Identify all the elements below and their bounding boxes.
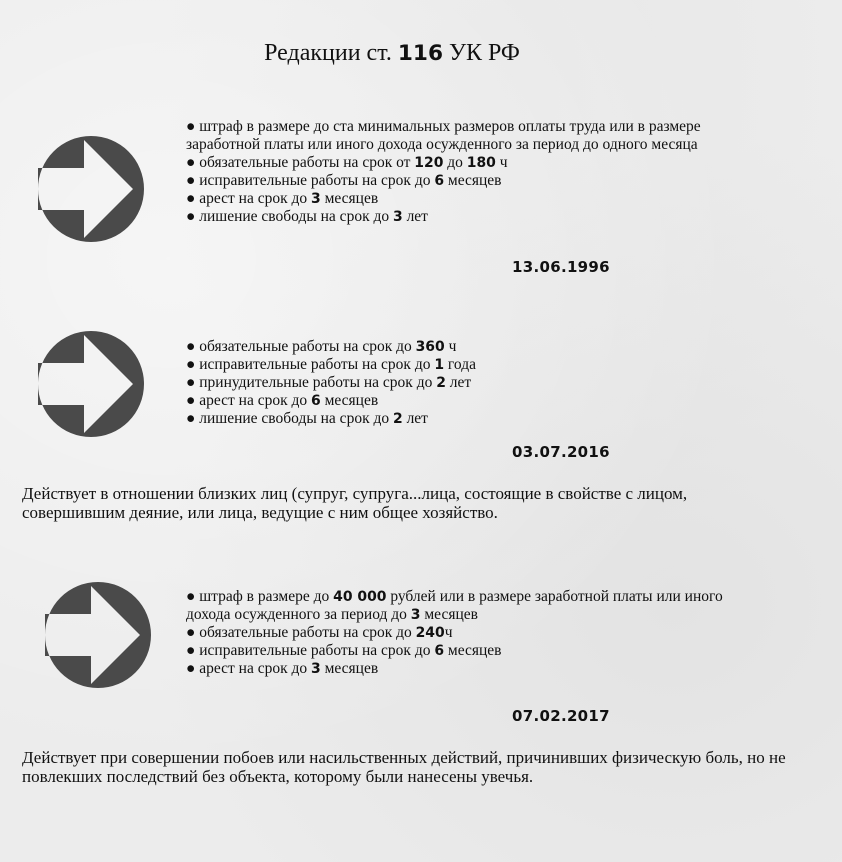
edition-2-note: Действует в отношении близких лиц (супруг, супруга...лица, состоящие в свойстве с лицом, совершившим деяние, или лица, ведущие с ним общее хозяйство. <box>22 484 688 522</box>
arrow-right-icon <box>45 582 151 688</box>
list-item: ● лишение свободы на срок до 3 лет <box>186 208 428 225</box>
list-item: ● исправительные работы на срок до 6 месяцев <box>186 642 502 659</box>
edition-3-note: Действует при совершении побоев или насильственных действий, причинивших физическую боль, но не повлекших последствий без объекта, которому были нанесены увечья. <box>22 748 786 786</box>
list-item: ● обязательные работы на срок до 360 ч <box>186 338 457 355</box>
edition-3-list <box>186 588 771 678</box>
edition-1-date: 13.06.1996 <box>512 258 610 276</box>
list-item: ● штраф в размере до 40 000 рублей или в размере заработной платы или иного дохода осужденного за период до 3 месяцев <box>186 588 723 623</box>
page-title <box>0 38 784 69</box>
edition-1-list <box>186 118 746 226</box>
list-item: ● лишение свободы на срок до 2 лет <box>186 410 428 427</box>
edition-2-list <box>186 338 746 428</box>
title-suffix: УК РФ <box>448 40 520 66</box>
edition-3-date: 07.02.2017 <box>512 707 610 725</box>
list-item: ● исправительные работы на срок до 1 года <box>186 356 476 373</box>
title-prefix: Редакции ст. <box>264 40 392 66</box>
list-item: ● принудительные работы на срок до 2 лет <box>186 374 472 391</box>
arrow-right-icon <box>38 331 144 437</box>
list-item: ● арест на срок до 6 месяцев <box>186 392 379 409</box>
list-item: ● исправительные работы на срок до 6 месяцев <box>186 172 502 189</box>
list-item: ● обязательные работы на срок от 120 до 180 ч <box>186 154 508 171</box>
list-item: ● арест на срок до 3 месяцев <box>186 660 379 677</box>
list-item: ● арест на срок до 3 месяцев <box>186 190 379 207</box>
list-item: ● штраф в размере до ста минимальных размеров оплаты труда или в размере заработной платы или иного дохода осужденного за период до одного месяца <box>186 118 701 153</box>
arrow-right-icon <box>38 136 144 242</box>
edition-2-date: 03.07.2016 <box>512 443 610 461</box>
title-article-number: 116 <box>397 41 443 66</box>
list-item: ● обязательные работы на срок до 240ч <box>186 624 453 641</box>
